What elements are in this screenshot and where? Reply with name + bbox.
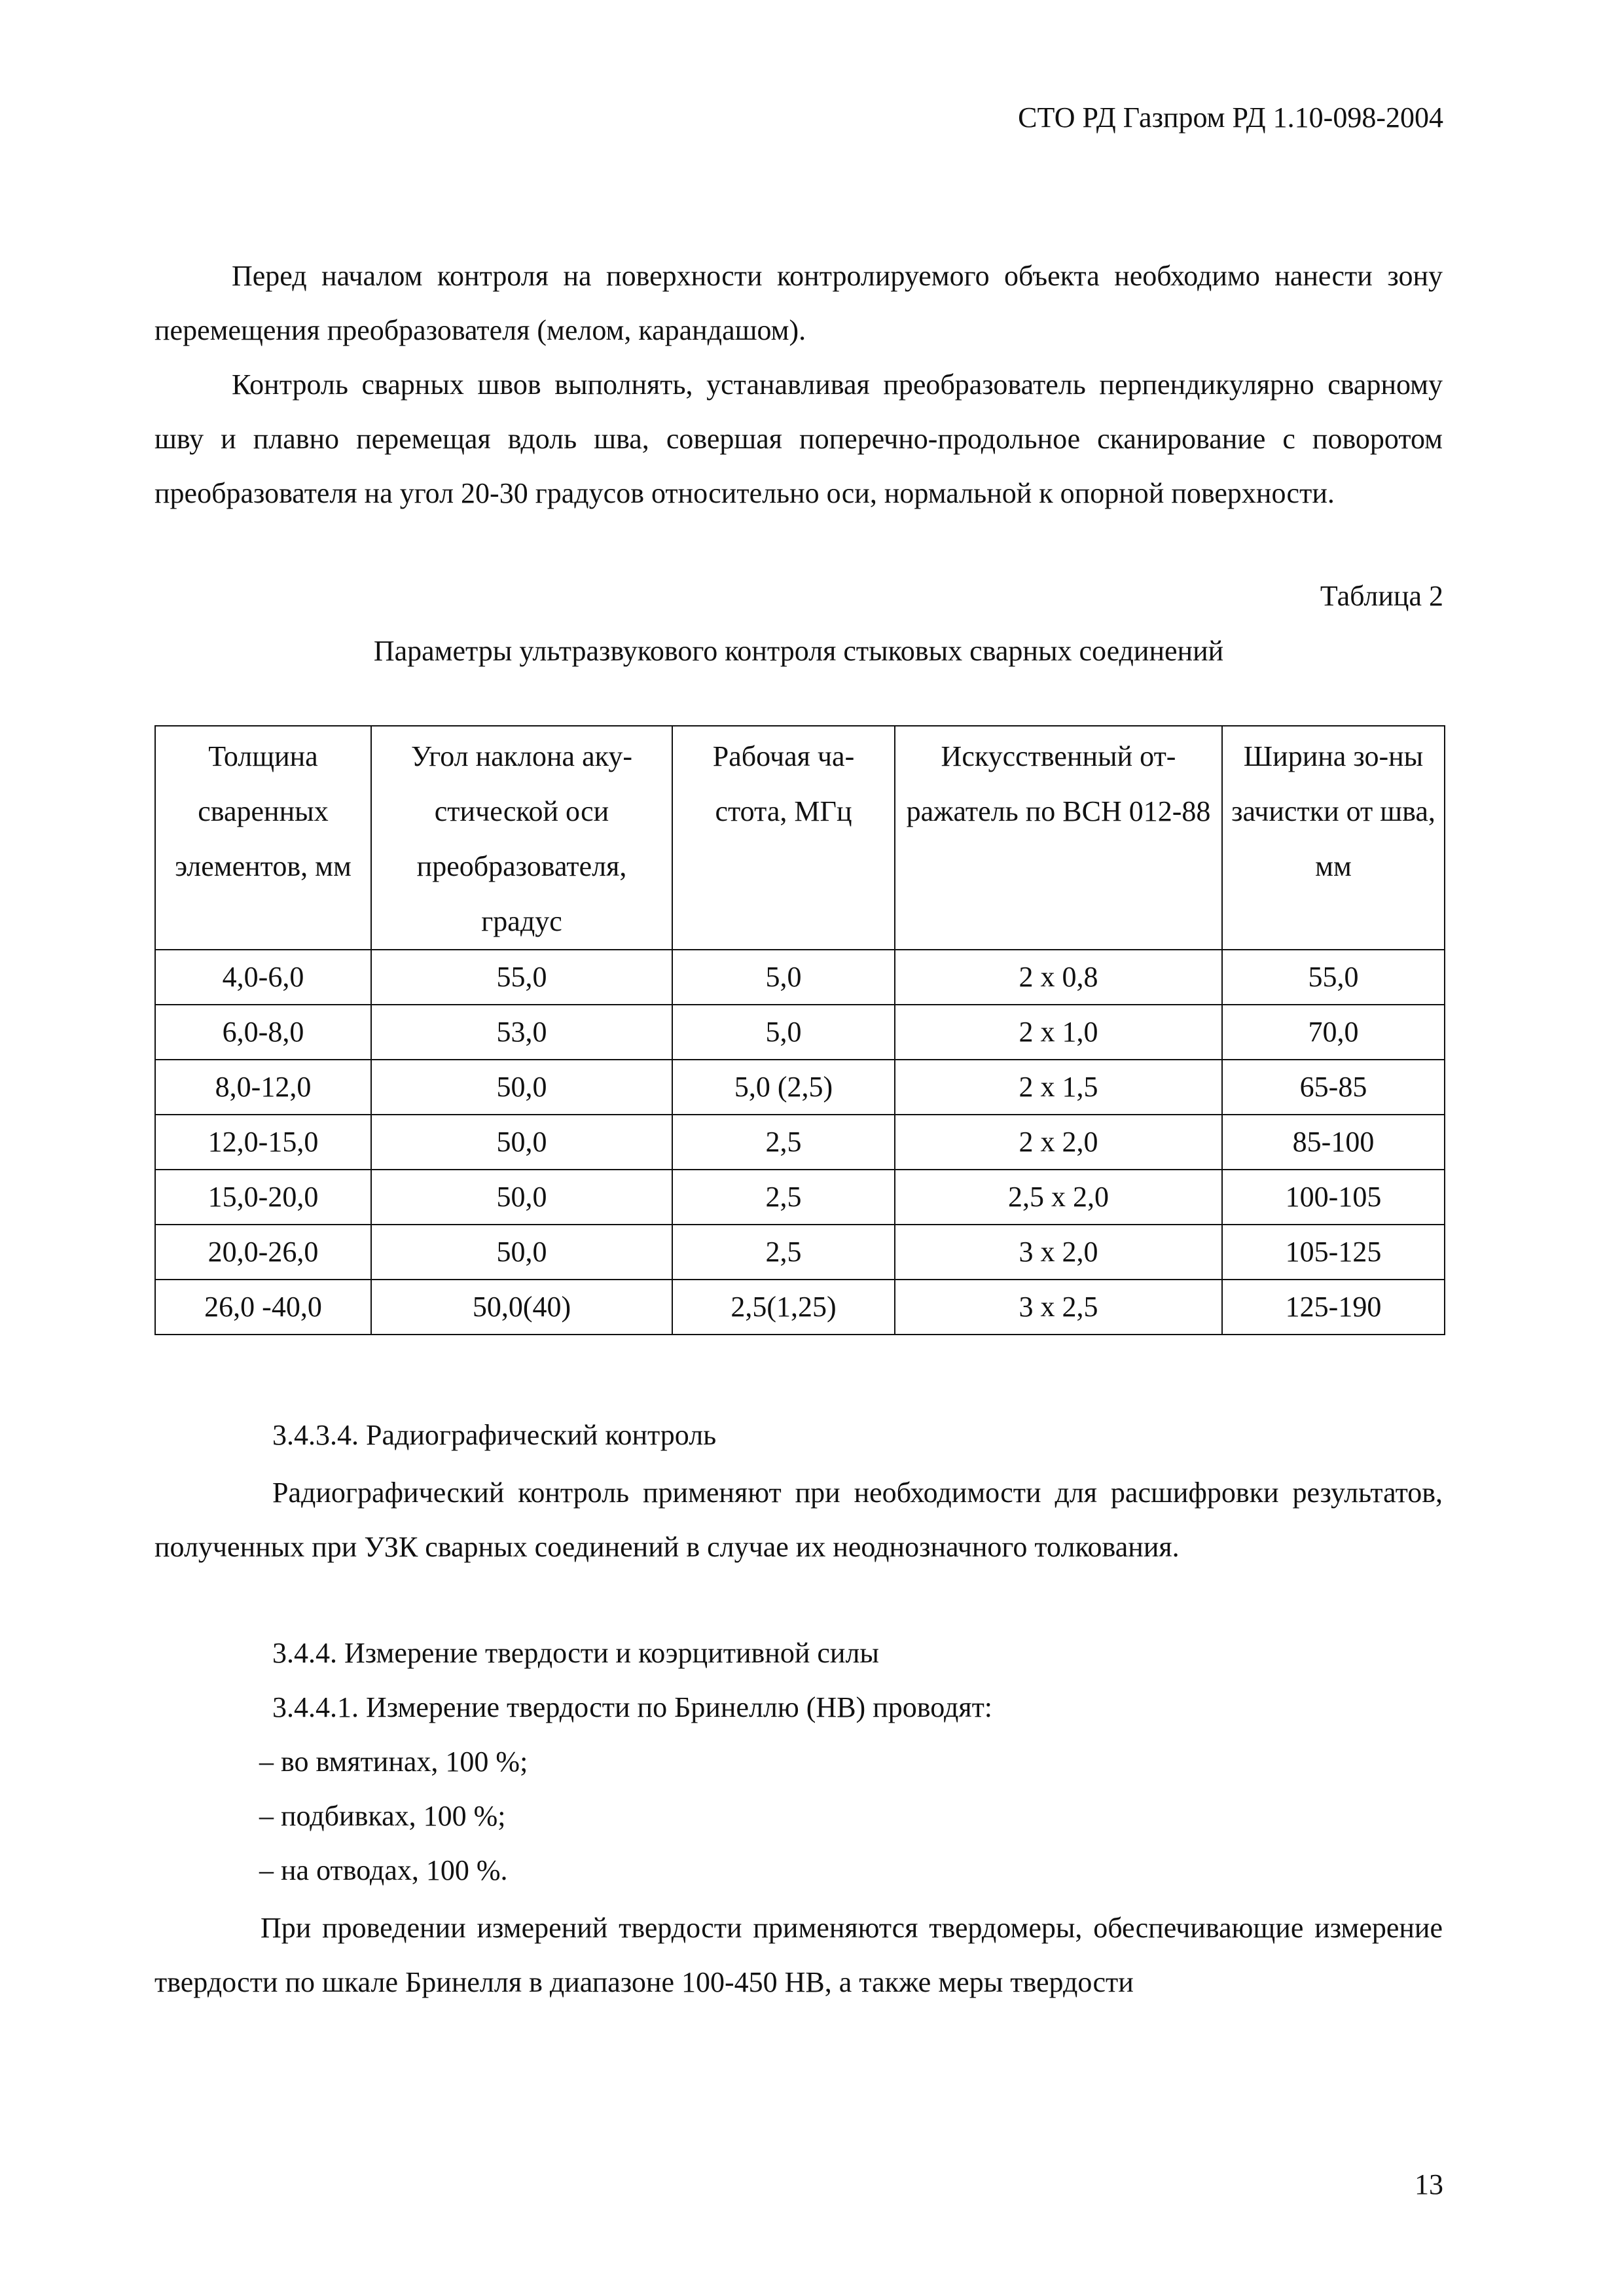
table-row [155,1280,1445,1335]
cell-angle: 50,0(40) [371,1280,672,1335]
table-row [155,1005,1445,1060]
hardness-list-item: – подбивках, 100 %; [259,1800,506,1832]
paragraph-weld-scanning-text: Контроль сварных швов выполнять, устанавливая преобразователь перпендикулярно сварному шву и плавно перемещая вдоль шва, совершая поперечно-продольное сканирование с поворотом преобразователя на угол 20-30 градусов относительно оси, нормальной к опорной поверхности. [154,368,1443,509]
cell-angle: 50,0 [371,1060,672,1115]
table-row [155,950,1445,1005]
paragraph-weld-scanning [154,357,1443,520]
paragraph-surface-marking-text: Перед началом контроля на поверхности контролируемого объекта необходимо нанести зону перемещения преобразователя (мелом, карандашом). [154,260,1443,346]
cell-frequency: 2,5(1,25) [672,1280,895,1335]
hardness-paragraph-text: При проведении измерений твердости применяются твердомеры, обеспечивающие измерение твердости по шкале Бринелля в диапазоне 100-450 HB, а также меры твердости [154,1912,1443,1998]
cell-thickness: 12,0-15,0 [155,1115,371,1170]
table-header-row [155,726,1445,950]
cell-thickness: 4,0-6,0 [155,950,371,1005]
cell-reflector: 3 x 2,5 [895,1280,1222,1335]
header-reflector: Искусственный от-ражатель по ВСН 012-88 [895,726,1222,950]
cell-frequency: 5,0 [672,1005,895,1060]
cell-reflector: 2 x 2,0 [895,1115,1222,1170]
table-title: Параметры ультразвукового контроля стыковых сварных соединений [373,635,1224,667]
cell-frequency: 2,5 [672,1115,895,1170]
cell-angle: 53,0 [371,1005,672,1060]
table-row [155,1225,1445,1280]
ultrasonic-parameters-table [154,725,1445,1335]
cell-cleaning-width: 85-100 [1222,1115,1445,1170]
cell-reflector: 3 x 2,0 [895,1225,1222,1280]
hardness-paragraph [154,1901,1443,2009]
radiographic-heading: 3.4.3.4. Радиографический контроль [272,1419,717,1451]
cell-frequency: 5,0 (2,5) [672,1060,895,1115]
cell-frequency: 5,0 [672,950,895,1005]
table-row [155,1170,1445,1225]
radiographic-paragraph [154,1465,1443,1574]
paragraph-surface-marking [154,249,1443,357]
document-code-header: СТО РД Газпром РД 1.10-098-2004 [1018,101,1443,134]
cell-reflector: 2 x 1,0 [895,1005,1222,1060]
cell-cleaning-width: 65-85 [1222,1060,1445,1115]
header-cleaning-width: Ширина зо-ны зачистки от шва, мм [1222,726,1445,950]
cell-angle: 50,0 [371,1170,672,1225]
cell-reflector: 2 x 0,8 [895,950,1222,1005]
hardness-heading: 3.4.4. Измерение твердости и коэрцитивной силы [272,1637,879,1669]
cell-thickness: 26,0 -40,0 [155,1280,371,1335]
table-row [155,1115,1445,1170]
header-thickness: Толщина сваренных элементов, мм [155,726,371,950]
table-row [155,1060,1445,1115]
page-number: 13 [1415,2168,1443,2200]
cell-cleaning-width: 105-125 [1222,1225,1445,1280]
cell-cleaning-width: 55,0 [1222,950,1445,1005]
header-frequency: Рабочая ча-стота, МГц [672,726,895,950]
cell-cleaning-width: 100-105 [1222,1170,1445,1225]
cell-frequency: 2,5 [672,1225,895,1280]
cell-thickness: 20,0-26,0 [155,1225,371,1280]
cell-reflector: 2 x 1,5 [895,1060,1222,1115]
cell-angle: 55,0 [371,950,672,1005]
cell-thickness: 6,0-8,0 [155,1005,371,1060]
header-angle: Угол наклона аку-стической оси преобразователя, градус [371,726,672,950]
hardness-list-item: – во вмятинах, 100 %; [259,1746,528,1778]
cell-reflector: 2,5 x 2,0 [895,1170,1222,1225]
hardness-subheading: 3.4.4.1. Измерение твердости по Бринеллю (HB) проводят: [272,1691,993,1723]
cell-thickness: 8,0-12,0 [155,1060,371,1115]
cell-angle: 50,0 [371,1225,672,1280]
cell-thickness: 15,0-20,0 [155,1170,371,1225]
cell-angle: 50,0 [371,1115,672,1170]
cell-frequency: 2,5 [672,1170,895,1225]
cell-cleaning-width: 70,0 [1222,1005,1445,1060]
cell-cleaning-width: 125-190 [1222,1280,1445,1335]
table-number: Таблица 2 [1320,580,1443,612]
radiographic-paragraph-text: Радиографический контроль применяют при необходимости для расшифровки результатов, полученных при УЗК сварных соединений в случае их неоднозначного толкования. [154,1477,1443,1563]
hardness-list-item: – на отводах, 100 %. [259,1854,508,1886]
